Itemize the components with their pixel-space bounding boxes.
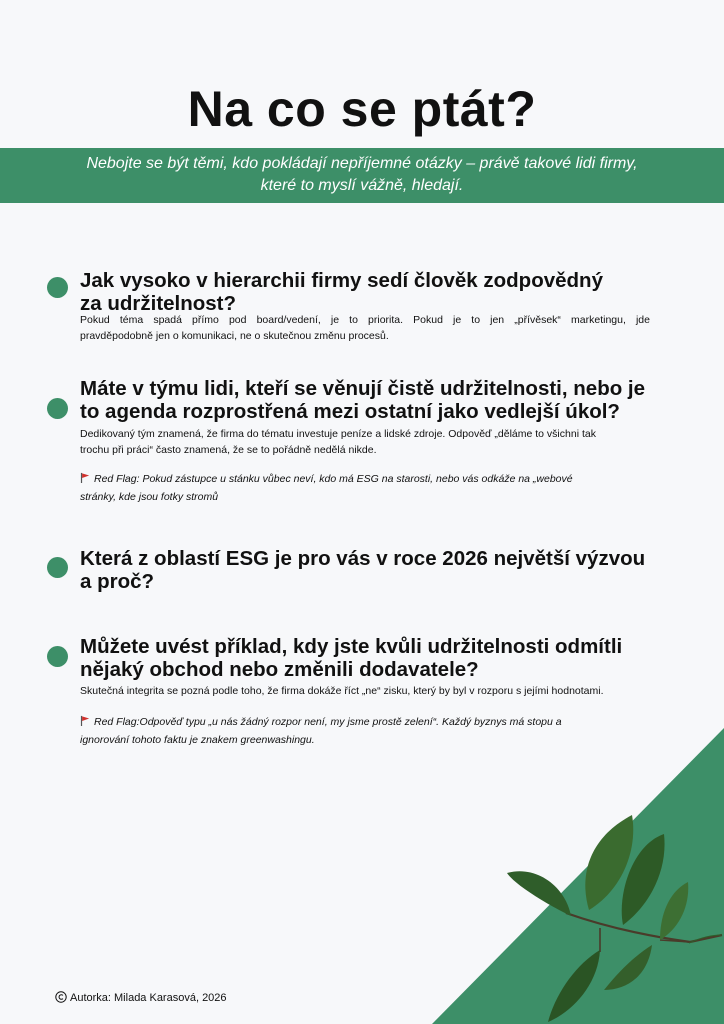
question-title-line: Jak vysoko v hierarchii firmy sedí člověk zodpovědný xyxy=(80,269,603,292)
description-line: Dedikovaný tým znamená, že firma do tématu investuje peníze a lidské zdroje. Odpověď „děláme to všichni tak xyxy=(80,428,596,440)
green-corner-triangle xyxy=(432,728,724,1024)
question-title xyxy=(80,547,680,593)
bullet-circle-icon xyxy=(47,557,68,578)
red-flag-line xyxy=(80,470,660,488)
description-line: Skutečná integrita se pozná podle toho, že firma dokáže říct „ne“ zisku, který by byl v rozporu s jejími hodnotami. xyxy=(80,685,604,697)
subtitle-line: které to myslí vážně, hledají. xyxy=(260,177,464,194)
question-title-line: Která z oblastí ESG je pro vás v roce 2026 největší výzvou xyxy=(80,547,646,570)
red-flag-line: stránky, kde jsou fotky stromů xyxy=(80,491,219,503)
red-flag-text: Red Flag: Pokud zástupce u stánku vůbec neví, kdo má ESG na starosti, nebo vás odkáže na „webové xyxy=(94,473,573,485)
question-title-line: nějaký obchod nebo změnili dodavatele? xyxy=(80,658,479,681)
question-description xyxy=(80,683,650,699)
red-flag-note xyxy=(80,470,660,506)
subtitle-banner xyxy=(0,148,724,203)
question-title-line: Máte v týmu lidi, kteří se věnují čistě udržitelnosti, nebo je xyxy=(80,377,646,400)
red-flag-note xyxy=(80,713,660,749)
bullet-circle-icon xyxy=(47,398,68,419)
footer-text: Autorka: Milada Karasová, 2026 xyxy=(70,992,227,1004)
subtitle-line: Nebojte se být těmi, kdo pokládají nepříjemné otázky – právě takové lidi firmy, xyxy=(86,155,638,172)
red-flag-icon xyxy=(80,715,91,726)
red-flag-text: Red Flag:Odpověď typu „u nás žádný rozpor není, my jsme prostě zelení“. Každý byznys má stopu a xyxy=(94,716,562,728)
description-line: pravděpodobně jen o komunikaci, ne o skutečnou změnu procesů. xyxy=(80,330,389,342)
description-line: Pokud téma spadá přímo pod board/vedení, je to priorita. Pokud je to jen „přívěsek“ marketingu, jde xyxy=(80,314,650,326)
question-description xyxy=(80,312,650,344)
red-flag-line: ignorování tohoto faktu je znakem greenwashingu. xyxy=(80,734,315,746)
question-title-line: za udržitelnost? xyxy=(80,292,237,315)
footer-credit xyxy=(55,991,227,1004)
bullet-circle-icon xyxy=(47,277,68,298)
description-line: trochu při práci“ často znamená, že se to pořádně nedělá nikde. xyxy=(80,444,377,456)
question-title xyxy=(80,269,680,315)
red-flag-icon xyxy=(80,472,91,483)
question-title-line: to agenda rozprostřená mezi ostatní jako vedlejší úkol? xyxy=(80,400,620,423)
red-flag-line xyxy=(80,713,660,731)
copyright-icon xyxy=(55,991,67,1003)
leaf-branch-image xyxy=(507,815,722,1022)
question-title xyxy=(80,635,680,681)
page-title: Na co se ptát? xyxy=(187,81,537,137)
bullet-circle-icon xyxy=(47,646,68,667)
question-title xyxy=(80,377,680,423)
question-title-line: Můžete uvést příklad, kdy jste kvůli udržitelnosti odmítli xyxy=(80,635,623,658)
question-title-line: a proč? xyxy=(80,570,155,593)
question-description xyxy=(80,426,650,458)
